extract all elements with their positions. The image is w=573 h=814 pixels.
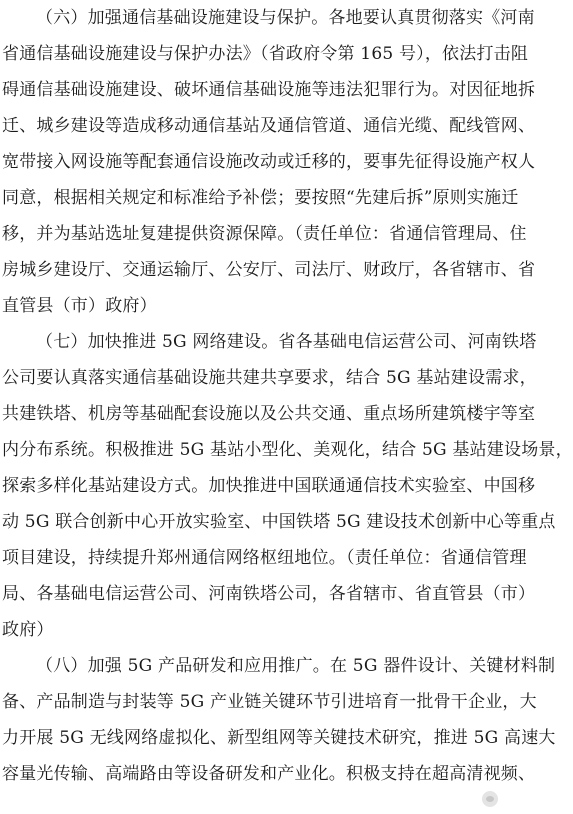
- paragraph-6-line-7: 移，并为基站选址复建提供资源保障。（责任单位：省通信管理局、住: [2, 224, 527, 244]
- paragraph-8-line-3: 力开展 5G 无线网络虚拟化、新型组网等关键技术研究，推进 5G 高速大: [2, 728, 556, 748]
- paragraph-8-line-4: 容量光传输、高端路由等设备研发和产业化。积极支持在超高清视频、: [2, 764, 536, 784]
- paragraph-6-line-6: 同意，根据相关规定和标准给予补偿；要按照“先建后拆”原则实施迁: [2, 188, 519, 208]
- paragraph-6-line-5: 宽带接入网设施等配套通信设施改动或迁移的，要事先征得设施产权人: [2, 152, 536, 172]
- paragraph-7-line-9: 政府）: [2, 620, 54, 640]
- watermark: [482, 790, 498, 808]
- paragraph-8-line-2: 备、产品制造与封装等 5G 产业链关键环节引进培育一批骨干企业，大: [2, 692, 537, 712]
- paragraph-6-line-4: 迁、城乡建设等造成移动通信基站及通信管道、通信光缆、配线管网、: [2, 116, 536, 136]
- paragraph-7-line-6: 动 5G 联合创新中心开放实验室、中国铁塔 5G 建设技术创新中心等重点: [2, 512, 556, 532]
- paragraph-7-line-5: 探索多样化基站建设方式。加快推进中国联通通信技术实验室、中国移: [2, 476, 536, 496]
- paragraph-8-line-1: （八）加强 5G 产品研发和应用推广。在 5G 器件设计、关键材料制: [36, 656, 556, 676]
- paragraph-7-line-7: 项目建设，持续提升郑州通信网络枢纽地位。（责任单位：省通信管理: [2, 548, 527, 568]
- paragraph-7-line-4: 内分布系统。积极推进 5G 基站小型化、美观化，结合 5G 基站建设场景，: [2, 440, 573, 460]
- paragraph-6-line-9: 直管县（市）政府）: [2, 296, 157, 316]
- paragraph-6-line-8: 房城乡建设厅、交通运输厅、公安厅、司法厅、财政厅，各省辖市、省: [2, 260, 536, 280]
- paragraph-7-line-1: （七）加快推进 5G 网络建设。省各基础电信运营公司、河南铁塔: [36, 332, 537, 352]
- paragraph-6-line-2: 省通信基础设施建设与保护办法》（省政府令第 165 号），依法打击阻: [2, 44, 529, 64]
- paragraph-6-line-3: 碍通信基础设施建设、破坏通信基础设施等违法犯罪行为。对因征地拆: [2, 80, 536, 100]
- paragraph-7-line-3: 共建铁塔、机房等基础配套设施以及公共交通、重点场所建筑楼宇等室: [2, 404, 536, 424]
- paragraph-7-line-2: 公司要认真落实通信基础设施共建共享要求，结合 5G 基站建设需求，: [2, 368, 537, 388]
- wechat-icon: [482, 791, 498, 807]
- paragraph-7-line-8: 局、各基础电信运营公司、河南铁塔公司，各省辖市、省直管县（市）: [2, 584, 536, 604]
- paragraph-6-line-1: （六）加强通信基础设施建设与保护。各地要认真贯彻落实《河南: [36, 8, 535, 28]
